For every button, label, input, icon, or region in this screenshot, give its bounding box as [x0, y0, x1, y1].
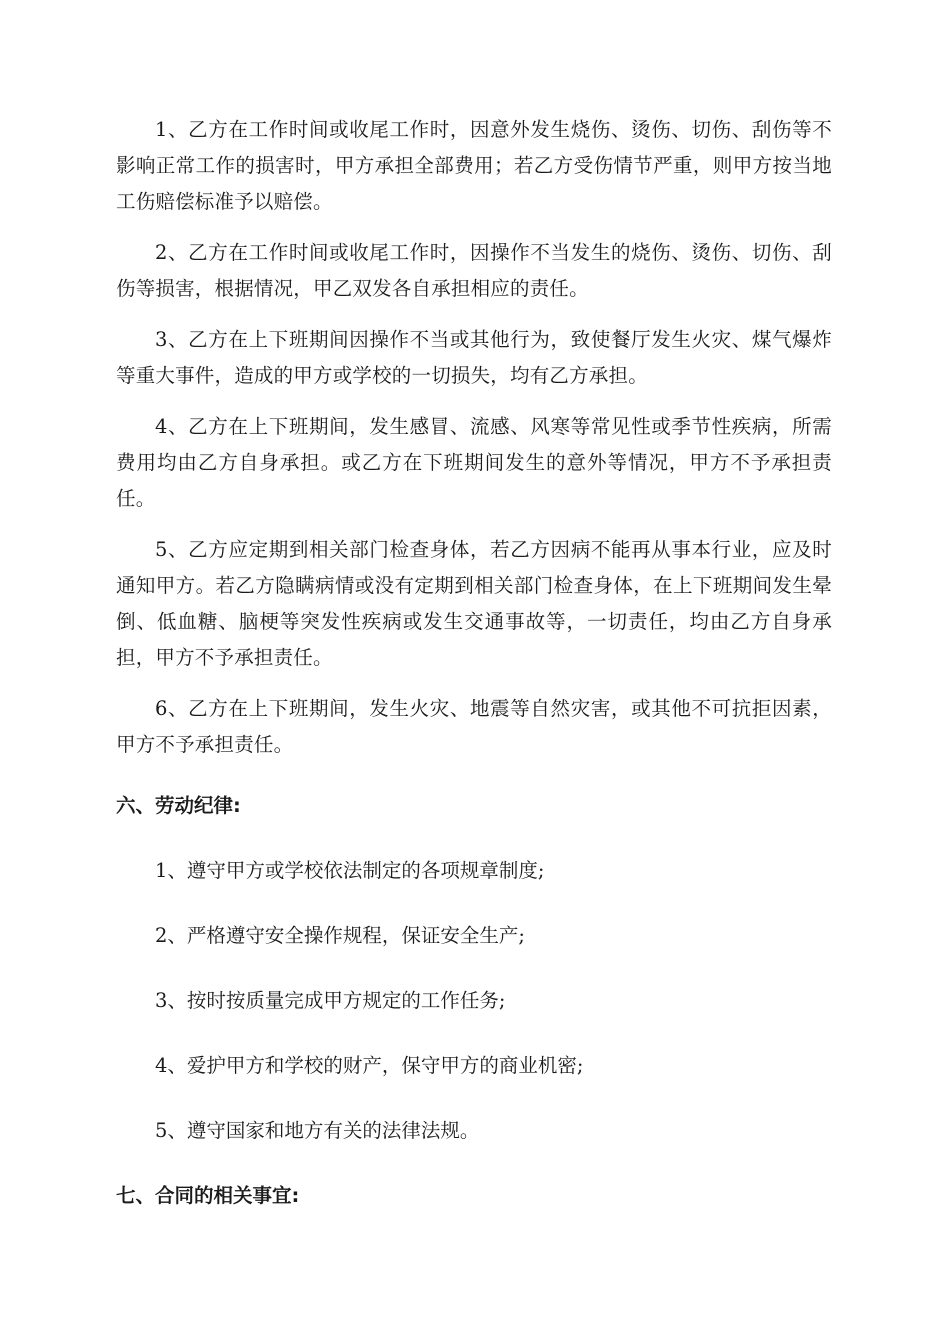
discipline-item-2: 2、严格遵守安全操作规程，保证安全生产; [155, 924, 525, 947]
section-heading-labor-discipline: 六、劳动纪律: [116, 794, 241, 817]
section-heading-contract-matters: 七、合同的相关事宜: [116, 1184, 300, 1207]
discipline-item-5: 5、遵守国家和地方有关的法律法规。 [155, 1119, 480, 1142]
clause-3: 3、乙方在上下班期间因操作不当或其他行为，致使餐厅发生火灾、煤气爆炸等重大事件，造成的甲方或学校的一切损失，均有乙方承担。 [116, 328, 832, 387]
clause-4: 4、乙方在上下班期间，发生感冒、流感、风寒等常见性或季节性疾病，所需费用均由乙方自身承担。或乙方在下班期间发生的意外等情况，甲方不予承担责任。 [116, 415, 832, 510]
clause-2: 2、乙方在工作时间或收尾工作时，因操作不当发生的烧伤、烫伤、切伤、刮伤等损害，根据情况，甲乙双发各自承担相应的责任。 [116, 241, 832, 300]
discipline-item-3: 3、按时按质量完成甲方规定的工作任务; [155, 989, 506, 1012]
clause-6: 6、乙方在上下班期间，发生火灾、地震等自然灾害，或其他不可抗拒因素，甲方不予承担责任。 [116, 697, 832, 756]
clause-1: 1、乙方在工作时间或收尾工作时，因意外发生烧伤、烫伤、切伤、刮伤等不影响正常工作的损害时，甲方承担全部费用；若乙方受伤情节严重，则甲方按当地工伤赔偿标准予以赔偿。 [116, 118, 832, 213]
document-page [116, 112, 832, 1243]
discipline-item-1: 1、遵守甲方或学校依法制定的各项规章制度; [155, 859, 545, 882]
discipline-item-4: 4、爱护甲方和学校的财产，保守甲方的商业机密; [155, 1054, 584, 1077]
clause-5: 5、乙方应定期到相关部门检查身体，若乙方因病不能再从事本行业，应及时通知甲方。若乙方隐瞒病情或没有定期到相关部门检查身体，在上下班期间发生晕倒、低血糖、脑梗等突发性疾病或发生交通事故等，一切责任，均由乙方自身承担，甲方不予承担责任。 [116, 538, 832, 669]
